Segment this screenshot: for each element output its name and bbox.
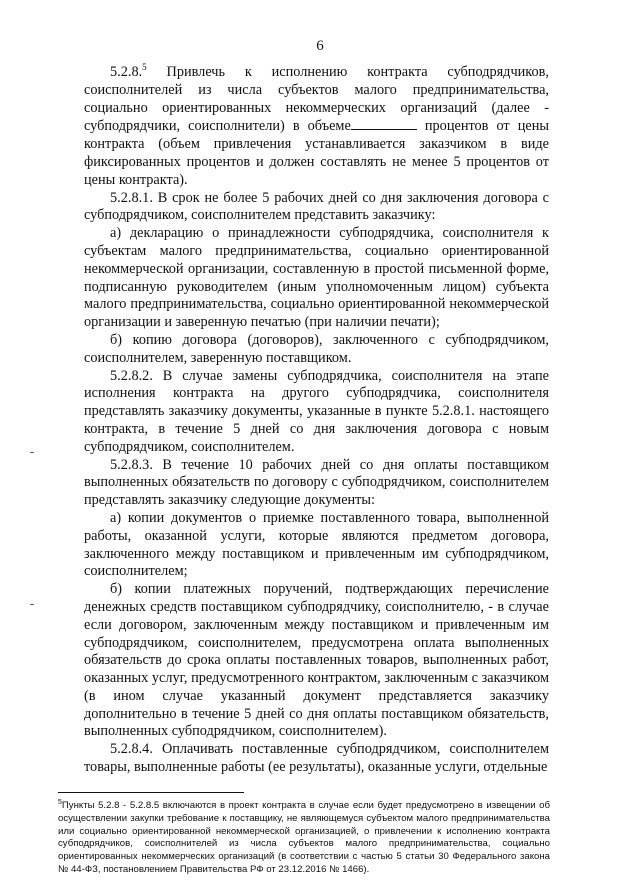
margin-mark [30, 452, 34, 453]
footnote-marker: 5 [58, 798, 62, 806]
paragraph-5-2-8-2: 5.2.8.2. В случае замены субподрядчика, соисполнителя на этапе исполнения контракта на другого субподрядчика, соисполнителя представлять заказчику документы, указанные в пункте 5.2.8.1. настоящего контракта, в течение 5 дней со дня заключения договора с новым субподрядчиком, соисполнителем. [84, 367, 549, 455]
clause-text: Привлечь к исполнению контракта субподрядчиков, соисполнителей из числа субъектов малого предпринимательства, социально ориентированных некоммерческих организаций (далее - субподрядчики, соисполнители) в объеме [84, 64, 549, 135]
footnote-text: Пункты 5.2.8 - 5.2.8.5 включаются в проект контракта в случае если будет предусмотрено в извещении об осуществлении закупки требование к поставщику, не являющемуся субъектом малого предпринимательства или социально ориентированной некоммерческой организацией, о привлечении к исполнению контракта субподрядчиков, соисполнителей из числа субъектов малого предпринимательства, социально ориентированных некоммерческих организаций (в соответствии с частью 5 статьи 30 Федерального закона № 44-ФЗ, постановлением Правительства РФ от 23.12.2016 № 1466). [58, 800, 550, 875]
paragraph-item-b-contract-copy: б) копию договора (договоров), заключенного с субподрядчиком, соисполнителем, заверенную поставщиком. [84, 331, 549, 366]
document-body [84, 64, 549, 777]
paragraph-5-2-8-3: 5.2.8.3. В течение 10 рабочих дней со дня оплаты поставщиком выполненных обязательств по договору с субподрядчиком, соисполнителем представлять заказчику следующие документы: [84, 456, 549, 509]
footnote [58, 800, 550, 877]
blank-fill-line [351, 117, 417, 130]
paragraph-5-2-8-1: 5.2.8.1. В срок не более 5 рабочих дней со дня заключения договора с субподрядчиком, соисполнителем представить заказчику: [84, 189, 549, 224]
footnote-separator [58, 792, 244, 793]
paragraph-5-2-8-5 [84, 64, 549, 190]
footnote-reference: 5 [142, 62, 147, 73]
paragraph-item-b-payment-orders: б) копии платежных поручений, подтверждающих перечисление денежных средств поставщиком субподрядчику, соисполнителю, - в случае если договором, заключенным между поставщиком и привлеченным им субподрядчиком, соисполнителем, предусмотрена оплата выполненных обязательств до срока оплаты поставленных товаров, выполненных работ, оказанных услуг, предусмотренного контрактом, заключенным с заказчиком (в ином случае указанный документ представляется заказчику дополнительно в течение 5 дней со дня оплаты поставщиком обязательств, выполненных субподрядчиком, соисполнителем). [84, 581, 549, 740]
paragraph-item-a-declaration: а) декларацию о принадлежности субподрядчика, соисполнителя к субъектам малого предпринимательства, социально ориентированной некоммерческой организации, составленную в простой письменной форме, подписанную руководителем (иным уполномоченным лицом) субъекта малого предпринимательства, социально ориентированной некоммерческой организации и заверенную печатью (при наличии печати); [84, 225, 549, 331]
paragraph-item-a-acceptance-docs: а) копии документов о приемке поставленного товара, выполненной работы, оказанной услуги, которые являются предметом договора, заключенного между поставщиком и привлеченным им субподрядчиком, соисполнителем; [84, 509, 549, 580]
paragraph-5-2-8-4: 5.2.8.4. Оплачивать поставленные субподрядчиком, соисполнителем товары, выполненные работы (ее результаты), оказанные услуги, отдельные [84, 741, 549, 776]
margin-mark [30, 604, 34, 605]
clause-text-continued: процентов от цены контракта (объем привлечения устанавливается заказчиком в виде фиксированных процентов и должен составлять не менее 5 процентов от цены контракта). [84, 118, 549, 188]
clause-number: 5.2.8. [110, 64, 143, 80]
page-number: 6 [316, 38, 324, 54]
